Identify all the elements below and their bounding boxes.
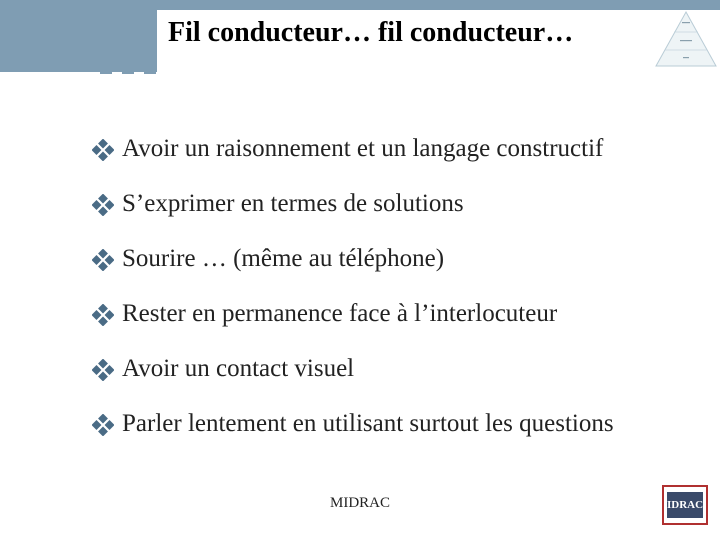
bullet-text: Rester en permanence face à l’interlocuteur	[122, 300, 558, 327]
diamond-bullet-icon	[92, 139, 114, 161]
diamond-bullet-icon	[92, 304, 114, 326]
slide-title: Fil conducteur… fil conducteur…	[168, 17, 574, 48]
bullet-item	[92, 299, 614, 354]
bullet-text: Sourire … (même au téléphone)	[122, 245, 445, 272]
bullet-text: S’exprimer en termes de solutions	[122, 190, 464, 217]
pyramid-icon	[654, 10, 718, 68]
diamond-bullet-icon	[92, 194, 114, 216]
footer-text: MIDRAC	[330, 495, 391, 511]
bullet-item	[92, 134, 614, 189]
diamond-bullet-icon	[92, 249, 114, 271]
bullet-text: Avoir un contact visuel	[122, 355, 355, 382]
diamond-bullet-icon	[92, 359, 114, 381]
bullet-text: Avoir un raisonnement et un langage constructif	[122, 135, 604, 162]
diamond-bullet-icon	[92, 414, 114, 436]
bullet-item	[92, 354, 614, 409]
bullet-item	[92, 189, 614, 244]
bullet-list	[92, 134, 614, 464]
bullet-text: Parler lentement en utilisant surtout les questions	[122, 410, 614, 437]
header-decoration	[100, 58, 158, 74]
bullet-item	[92, 244, 614, 299]
bullet-item	[92, 409, 614, 464]
idrac-logo	[662, 485, 708, 525]
logo-text: IDRAC	[667, 492, 703, 518]
